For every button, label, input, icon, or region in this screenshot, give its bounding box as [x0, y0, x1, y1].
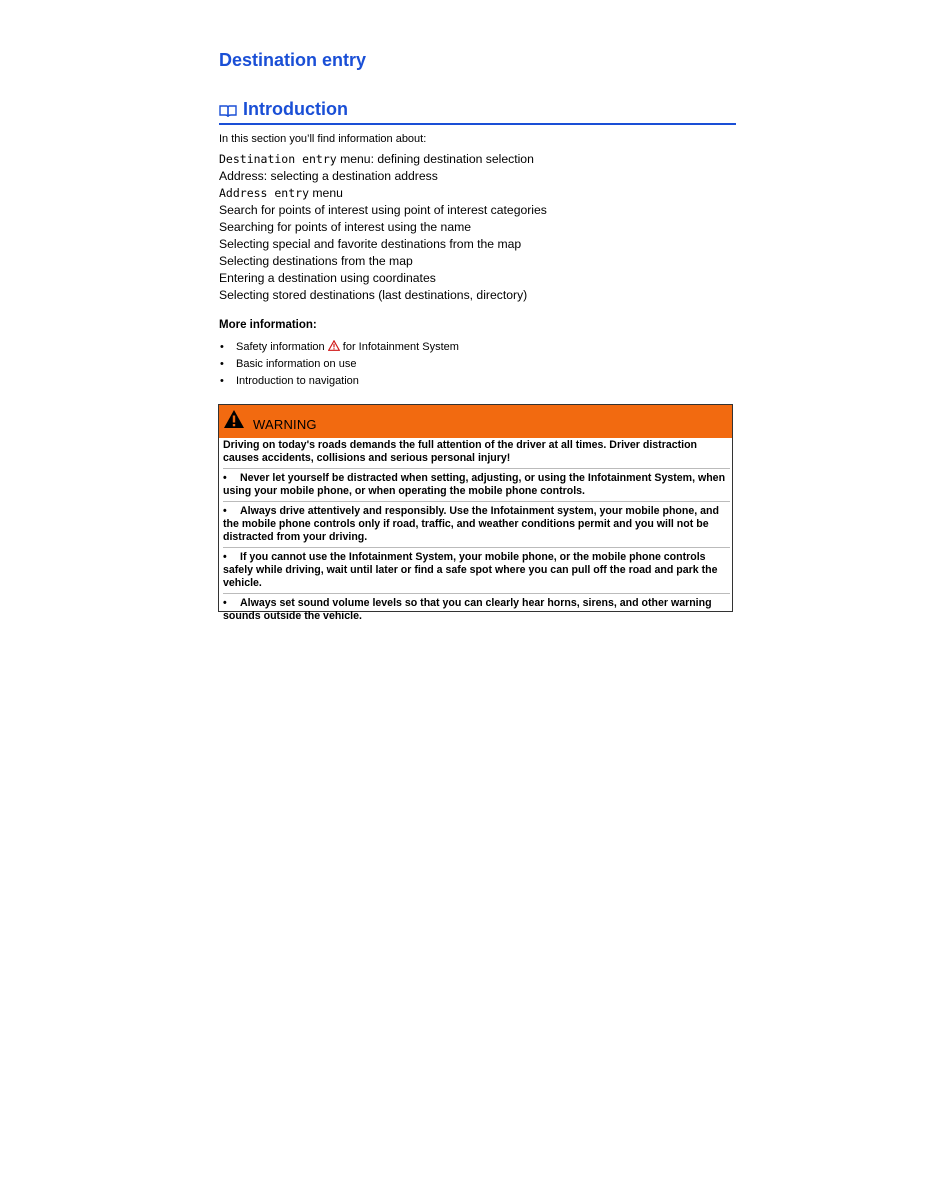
more-info-item[interactable]	[219, 339, 459, 356]
section-header	[219, 99, 736, 125]
warning-header	[219, 405, 732, 438]
topic-list	[219, 151, 547, 304]
topic-item	[219, 168, 547, 185]
more-info-link-suffix[interactable]: for Infotainment System	[339, 341, 459, 353]
intro-text: In this section you’ll find information about:	[219, 133, 427, 145]
more-info-link[interactable]: Introduction to navigation	[236, 375, 359, 387]
warning-label: WARNING	[253, 417, 317, 432]
warning-triangle-filled-icon	[223, 409, 245, 429]
bullet: •	[223, 597, 227, 609]
topic-text: Search for points of interest using point of interest categories	[219, 203, 547, 217]
topic-text: Address: selecting a destination address	[219, 169, 438, 183]
topic-item	[219, 253, 547, 270]
topic-text: menu: defining destination selection	[336, 152, 534, 166]
warning-item-text: Never let yourself be distracted when setting, adjusting, or using the Infotainment System, when using your mobile phone, or when operating the mobile phone controls.	[223, 472, 726, 497]
topic-item	[219, 202, 547, 219]
topic-mono: Destination entry	[219, 152, 337, 166]
warning-item	[223, 505, 730, 548]
more-info-item[interactable]	[219, 373, 459, 390]
bullet: •	[223, 551, 227, 563]
more-info-list	[219, 339, 459, 390]
section-title: Introduction	[243, 99, 348, 119]
topic-item	[219, 287, 547, 304]
warning-triangle-icon	[328, 340, 340, 351]
topic-item	[219, 270, 547, 287]
topic-item	[219, 185, 547, 202]
warning-body	[223, 439, 730, 629]
topic-mono: Address entry	[219, 186, 310, 200]
warning-box	[218, 404, 733, 622]
topic-item	[219, 151, 547, 168]
book-icon	[219, 104, 237, 117]
topic-text: Entering a destination using coordinates	[219, 271, 436, 285]
warning-item	[223, 551, 730, 594]
more-info-heading: More information:	[219, 319, 317, 331]
bullet: •	[223, 472, 227, 484]
page-title: Destination entry	[219, 50, 367, 70]
bullet: •	[220, 358, 224, 370]
more-info-link[interactable]: Safety information	[236, 341, 328, 353]
topic-text: Selecting special and favorite destinations from the map	[219, 237, 522, 251]
warning-intro: Driving on today's roads demands the full attention of the driver at all times. Driver distraction causes accidents, collisions and serious personal injury!	[223, 439, 730, 469]
warning-item	[223, 597, 730, 626]
topic-text: Selecting stored destinations (last destinations, directory)	[219, 288, 528, 302]
warning-item	[223, 472, 730, 502]
bullet: •	[220, 341, 224, 353]
topic-item	[219, 219, 547, 236]
warning-item-text: If you cannot use the Infotainment System, your mobile phone, or the mobile phone controls safely while driving, wait until later or find a safe spot where you can pull off the road and park the vehicle.	[223, 551, 718, 589]
more-info-item[interactable]	[219, 356, 459, 373]
warning-item-text: Always drive attentively and responsibly. Use the Infotainment system, your mobile phone, and the mobile phone controls only if road, traffic, and weather conditions permit and you will not be distracted from your driving.	[223, 505, 719, 543]
topic-text: Searching for points of interest using the name	[219, 220, 472, 234]
bullet: •	[223, 505, 227, 517]
warning-item-text: Always set sound volume levels so that you can clearly hear horns, sirens, and other warning sounds outside the vehicle.	[223, 597, 712, 622]
topic-text: menu	[309, 186, 343, 200]
topic-text: Selecting destinations from the map	[219, 254, 413, 268]
bullet: •	[220, 375, 224, 387]
more-info-link[interactable]: Basic information on use	[236, 358, 357, 370]
topic-item	[219, 236, 547, 253]
